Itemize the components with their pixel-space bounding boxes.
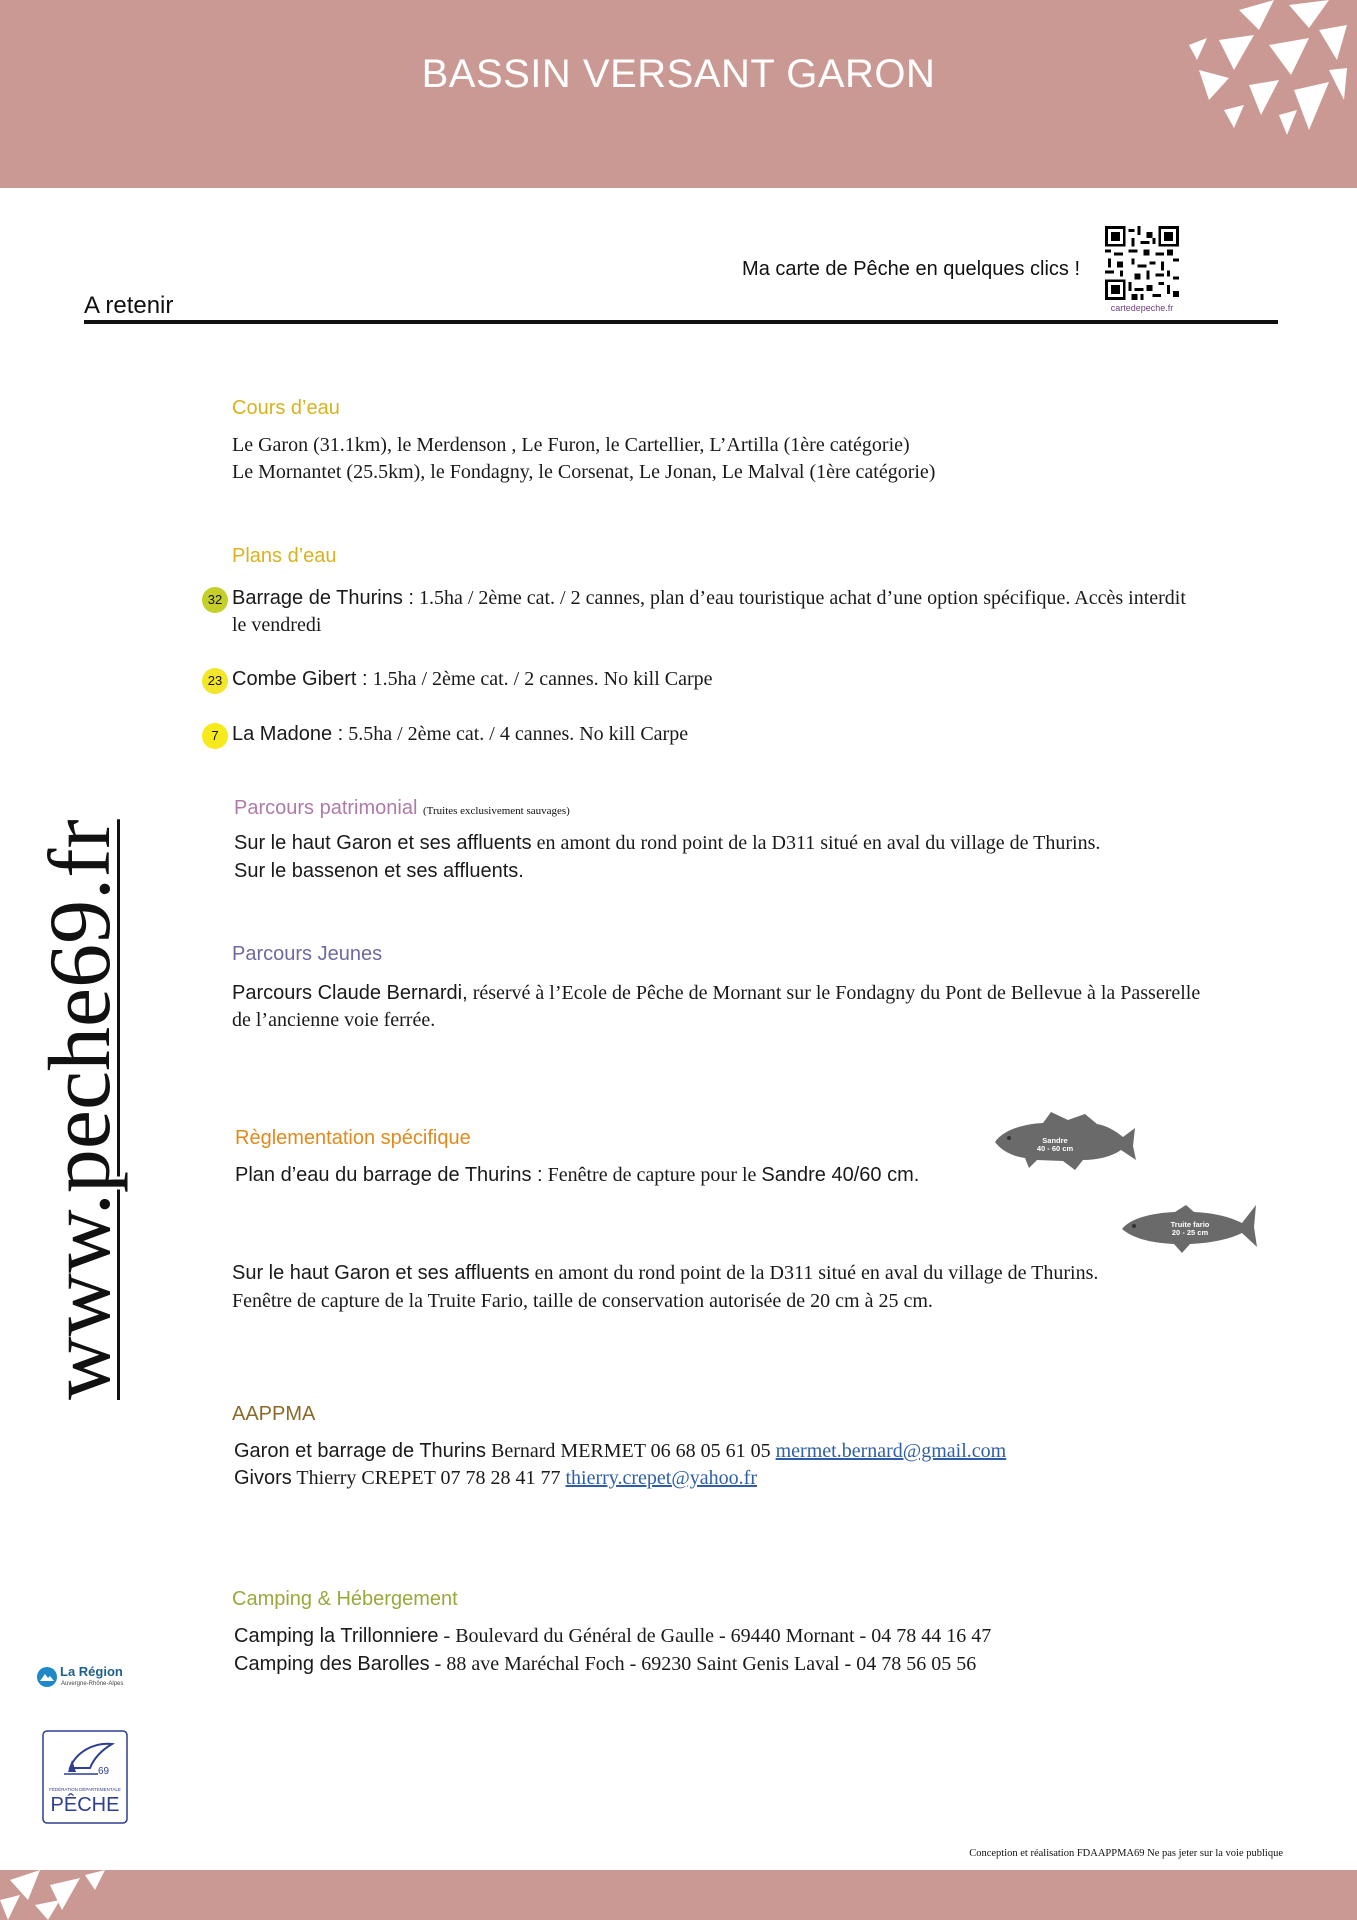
jeunes-heading: Parcours Jeunes bbox=[232, 943, 383, 965]
plan-item-thurins-cont: le vendredi bbox=[232, 614, 322, 636]
aappma-heading: AAPPMA bbox=[232, 1403, 316, 1425]
reglementation-line-1 bbox=[235, 1164, 919, 1187]
heading-rule bbox=[84, 320, 1278, 324]
sandre-fish-icon bbox=[993, 1110, 1138, 1175]
patrimonial-line-1 bbox=[234, 832, 1100, 855]
region-subtitle: Auvergne-Rhône-Alpes bbox=[61, 1681, 124, 1687]
la-region-logo bbox=[36, 1664, 146, 1694]
footer-band bbox=[0, 1870, 1357, 1920]
camping-row-trillonniere bbox=[234, 1625, 991, 1648]
page-title: BASSIN VERSANT GARON bbox=[421, 52, 936, 96]
patrimonial-line-1-serif: en amont du rond point de la D311 situé en aval du village de Thurins. bbox=[531, 832, 1101, 854]
reglementation-line-1-end: Sandre 40/60 cm. bbox=[761, 1164, 920, 1186]
truite-fario-fish-icon bbox=[1120, 1195, 1260, 1257]
aappma-row-givors bbox=[234, 1467, 757, 1490]
cours-heading: Cours d’eau bbox=[232, 397, 340, 419]
jeunes-line-1-serif: réservé à l’Ecole de Pêche de Mornant sur le Fondagny du Pont de Bellevue à la Passerelle bbox=[467, 982, 1201, 1004]
reglementation-line-2-sans: Sur le haut Garon et ses affluents bbox=[232, 1262, 530, 1284]
camping-heading: Camping & Hébergement bbox=[232, 1588, 458, 1610]
credits-text: Conception et réalisation FDAAPPMA69 Ne pas jeter sur la voie publique bbox=[969, 1848, 1283, 1859]
federation-label: FÉDÉRATION DÉPARTEMENTALE bbox=[49, 1787, 121, 1792]
reglementation-line-1-serif: Fenêtre de capture pour le bbox=[542, 1164, 762, 1186]
logo-number: 69 bbox=[98, 1766, 110, 1777]
patrimonial-title: Parcours patrimonial bbox=[234, 797, 418, 819]
reglementation-heading: Règlementation spécifique bbox=[235, 1127, 471, 1149]
region-mountain-icon bbox=[36, 1666, 58, 1688]
jeunes-line-2: de l’ancienne voie ferrée. bbox=[232, 1009, 436, 1031]
sandre-label: Sandre bbox=[1042, 1136, 1068, 1145]
plan-text: 5.5ha / 2ème cat. / 4 cannes. No kill Carpe bbox=[348, 723, 689, 745]
reglementation-line-2-serif: en amont du rond point de la D311 situé en aval du village de Thurins. bbox=[529, 1262, 1099, 1284]
plan-name: Combe Gibert : bbox=[232, 668, 368, 690]
plan-badge-32: 32 bbox=[202, 587, 228, 613]
camping-details: - 88 ave Maréchal Foch - 69230 Saint Genis Laval - 04 78 56 05 56 bbox=[429, 1653, 977, 1675]
aappma-email-link[interactable]: mermet.bernard@gmail.com bbox=[775, 1440, 1007, 1462]
aappma-person: Thierry CREPET 07 78 28 41 77 bbox=[291, 1467, 566, 1489]
plan-badge-23: 23 bbox=[202, 668, 228, 694]
truite-label: Truite fario bbox=[1170, 1220, 1210, 1229]
decorative-triangles-bottom bbox=[0, 1870, 120, 1920]
aappma-place: Givors bbox=[234, 1467, 292, 1489]
reglementation-line-1-sans: Plan d’eau du barrage de Thurins : bbox=[235, 1164, 543, 1186]
plans-heading: Plans d’eau bbox=[232, 545, 337, 567]
camping-name: Camping des Barolles bbox=[234, 1653, 430, 1675]
aappma-place: Garon et barrage de Thurins bbox=[234, 1440, 487, 1462]
aappma-person: Bernard MERMET 06 68 05 61 05 bbox=[486, 1440, 776, 1462]
plan-text: 1.5ha / 2ème cat. / 2 cannes. No kill Carpe bbox=[372, 668, 713, 690]
camping-details: - Boulevard du Général de Gaulle - 69440 Mornant - 04 78 44 16 47 bbox=[438, 1625, 992, 1647]
truite-size: 20 - 25 cm bbox=[1171, 1228, 1209, 1237]
aappma-email-link[interactable]: thierry.crepet@yahoo.fr bbox=[565, 1467, 757, 1489]
patrimonial-line-1-sans: Sur le haut Garon et ses affluents bbox=[234, 832, 532, 854]
cours-line-1: Le Garon (31.1km), le Merdenson , Le Furon, le Cartellier, L’Artilla (1ère catégorie) bbox=[232, 434, 910, 456]
reglementation-line-2 bbox=[232, 1262, 1098, 1285]
jeunes-line-1-sans: Parcours Claude Bernardi, bbox=[232, 982, 468, 1004]
patrimonial-heading bbox=[234, 797, 570, 820]
vertical-url-link[interactable]: www.peche69.fr bbox=[32, 819, 129, 1400]
plan-badge-7: 7 bbox=[202, 723, 228, 749]
a-retenir-heading: A retenir bbox=[84, 292, 174, 319]
cours-line-2: Le Mornantet (25.5km), le Fondagny, le Corsenat, Le Jonan, Le Malval (1ère catégorie) bbox=[232, 461, 936, 483]
camping-row-barolles bbox=[234, 1653, 976, 1676]
region-name: La Région bbox=[60, 1664, 123, 1679]
camping-name: Camping la Trillonniere bbox=[234, 1625, 439, 1647]
peche-label: PÊCHE bbox=[50, 1794, 120, 1816]
qr-label: cartedepeche.fr bbox=[1110, 303, 1174, 313]
qr-code[interactable] bbox=[1105, 226, 1179, 300]
jeunes-line-1 bbox=[232, 982, 1200, 1005]
plan-item-thurins bbox=[232, 587, 1186, 610]
plan-text: 1.5ha / 2ème cat. / 2 cannes, plan d’eau touristique achat d’une option spécifique. Accès interdit bbox=[418, 587, 1186, 609]
plan-item-combe-gibert bbox=[232, 668, 713, 691]
patrimonial-note: (Truites exclusivement sauvages) bbox=[422, 805, 570, 817]
reglementation-line-3: Fenêtre de capture de la Truite Fario, taille de conservation autorisée de 20 cm à 25 cm. bbox=[232, 1290, 933, 1312]
plan-item-la-madone bbox=[232, 723, 688, 746]
patrimonial-line-2: Sur le bassenon et ses affluents. bbox=[234, 860, 524, 882]
qr-caption: Ma carte de Pêche en quelques clics ! bbox=[742, 258, 1080, 280]
sandre-size: 40 - 60 cm bbox=[1036, 1144, 1074, 1153]
plan-name: La Madone : bbox=[232, 723, 344, 745]
aappma-row-garon bbox=[234, 1440, 1006, 1463]
federation-peche-logo bbox=[42, 1730, 128, 1824]
decorative-triangles-top bbox=[1179, 0, 1349, 135]
plan-name: Barrage de Thurins : bbox=[232, 587, 414, 609]
